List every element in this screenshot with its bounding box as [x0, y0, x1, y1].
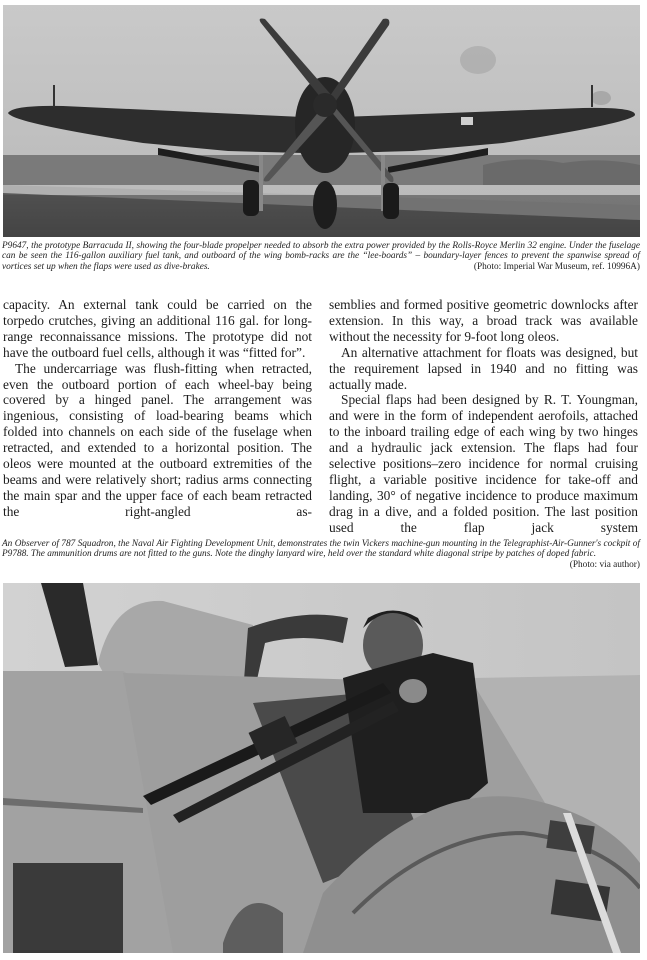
photo-caption-bottom: [2, 539, 640, 570]
text-column-right: [329, 297, 638, 536]
paragraph: semblies and formed positive geometric downlocks after extension. In this way, a broad track was available without the necessity for 9-foot long oleos.: [329, 297, 638, 344]
caption-text: An Observer of 787 Squadron, the Naval Air Fighting Development Unit, demonstrates the twin Vickers machine-gun mounting in the Telegraphist-Air-Gunner's cockpit of P9788. The ammunition drums are not fitted to the guns. Note the dinghy lanyard wire, held over the standard white diagonal stripe by patches of doped fabric.: [2, 539, 640, 560]
photo-caption-top: [2, 241, 640, 272]
paragraph: capacity. An external tank could be carried on the torpedo crutches, giving an additional 116 gal. for long-range reconnaissance missions. The prototype did not have the outboard fuel cells, although it was “fitted for”.: [3, 297, 312, 360]
photo-credit: (Photo: Imperial War Museum, ref. 10996A): [473, 261, 640, 272]
photo-barracuda-prototype: [3, 5, 640, 237]
photo-credit: (Photo: via author): [569, 559, 640, 570]
paragraph: Special flaps had been designed by R. T. Youngman, and were in the form of independent aerofoils, attached to the inboard trailing edge of each wing by two hinges and a hydraulic jack extension. The flaps had four selective positions–zero incidence for normal cruising flight, a variable positive incidence for take-off and landing, 30° of negative incidence to produce maximum drag in a dive, and a folded position. The last position used the flap jack system: [329, 392, 638, 535]
aircraft-front-view-image: [3, 5, 640, 237]
photo-observer-gun-mounting: [3, 583, 640, 953]
caption-text: P9647, the prototype Barracuda II, showing the four-blade propelper needed to absorb the extra power provided by the Rolls-Royce Merlin 32 engine. Under the fuselage can be seen the 116-gallon auxiliary fuel tank, and outboard of the wing bomb-racks are the “lee-boards” – boundary-layer fences to prevent the spanwise spread of vortices set up when the flaps were used as dive-brakes.: [2, 241, 640, 272]
paragraph: An alternative attachment for floats was designed, but the requirement lapsed in 1940 and no fitting was actually made.: [329, 344, 638, 392]
cockpit-gunner-image: [3, 583, 640, 953]
paragraph: The undercarriage was flush-fitting when retracted, even the outboard portion of each wheel-bay being covered by a hinged panel. The arrangement was ingenious, consisting of load-bearing beams which folded into channels on each side of the fuselage when retracted, and extended to a horizontal position. The oleos were mounted at the outboard extremities of the beams and were relatively short; radius arms connecting the main spar and the upper face of each beam retracted the right-angled as-: [3, 360, 312, 519]
text-column-left: [3, 297, 312, 520]
